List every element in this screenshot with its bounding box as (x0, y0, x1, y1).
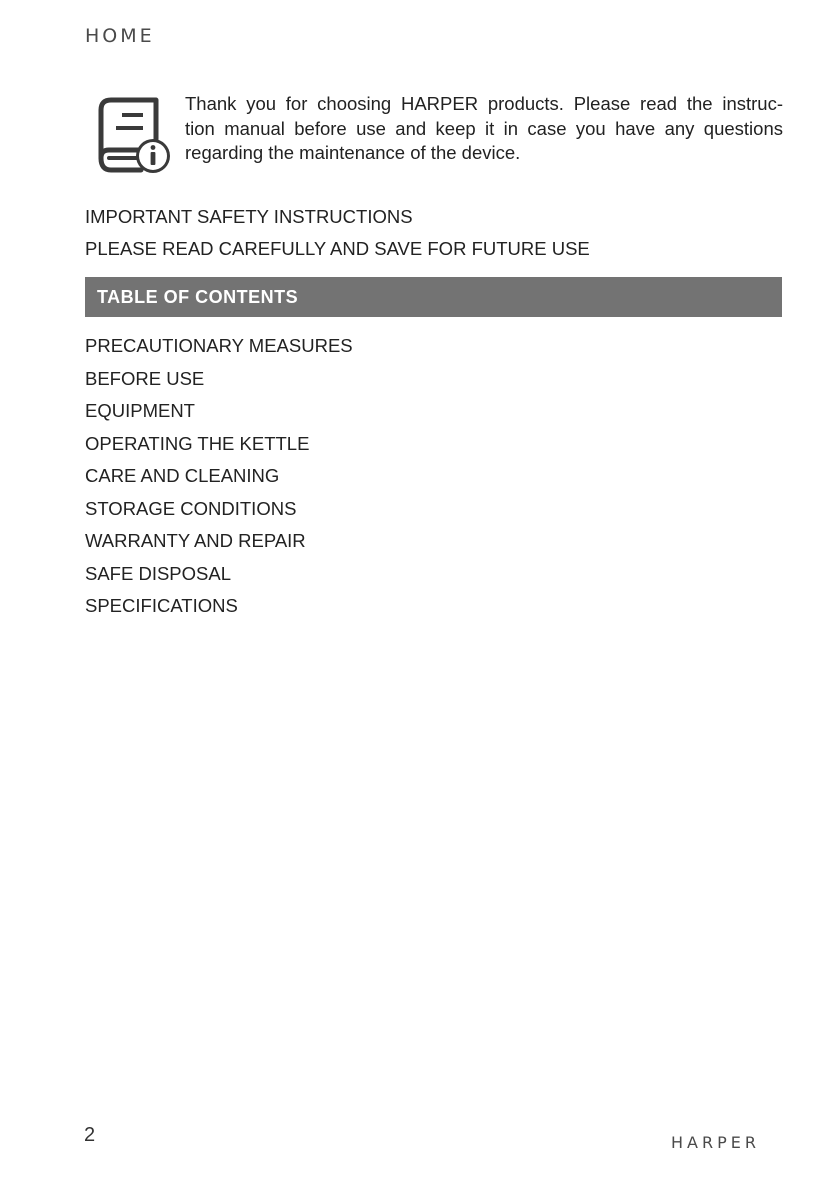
toc-header (85, 277, 782, 317)
intro-line: tion manual before use and keep it in case you have any questions (185, 117, 783, 139)
home-logo: HOME (85, 25, 155, 47)
intro-line: Thank you for choosing HARPER products. Please read the instruc- (185, 93, 783, 114)
toc-item: STORAGE CONDITIONS (85, 497, 297, 519)
toc-item: CARE AND CLEANING (85, 465, 280, 486)
toc-item: PRECAUTIONARY MEASURES (85, 335, 353, 356)
manual-info-icon (95, 96, 175, 178)
safety-subheading: PLEASE READ CAREFULLY AND SAVE FOR FUTURE USE (85, 238, 590, 259)
toc-item: OPERATING THE KETTLE (85, 432, 310, 454)
toc-list (85, 334, 353, 627)
brand-logo: HARPER (671, 1133, 760, 1152)
toc-item: WARRANTY AND REPAIR (85, 530, 306, 551)
page-number: 2 (84, 1124, 96, 1146)
toc-item: BEFORE USE (85, 367, 205, 389)
intro-paragraph (185, 92, 783, 166)
toc-item: SAFE DISPOSAL (85, 562, 231, 584)
intro-line: regarding the maintenance of the device. (185, 142, 521, 163)
toc-item: SPECIFICATIONS (85, 595, 238, 616)
toc-item: EQUIPMENT (85, 400, 195, 421)
toc-title: TABLE OF CONTENTS (97, 286, 299, 307)
safety-heading: IMPORTANT SAFETY INSTRUCTIONS (85, 206, 413, 227)
